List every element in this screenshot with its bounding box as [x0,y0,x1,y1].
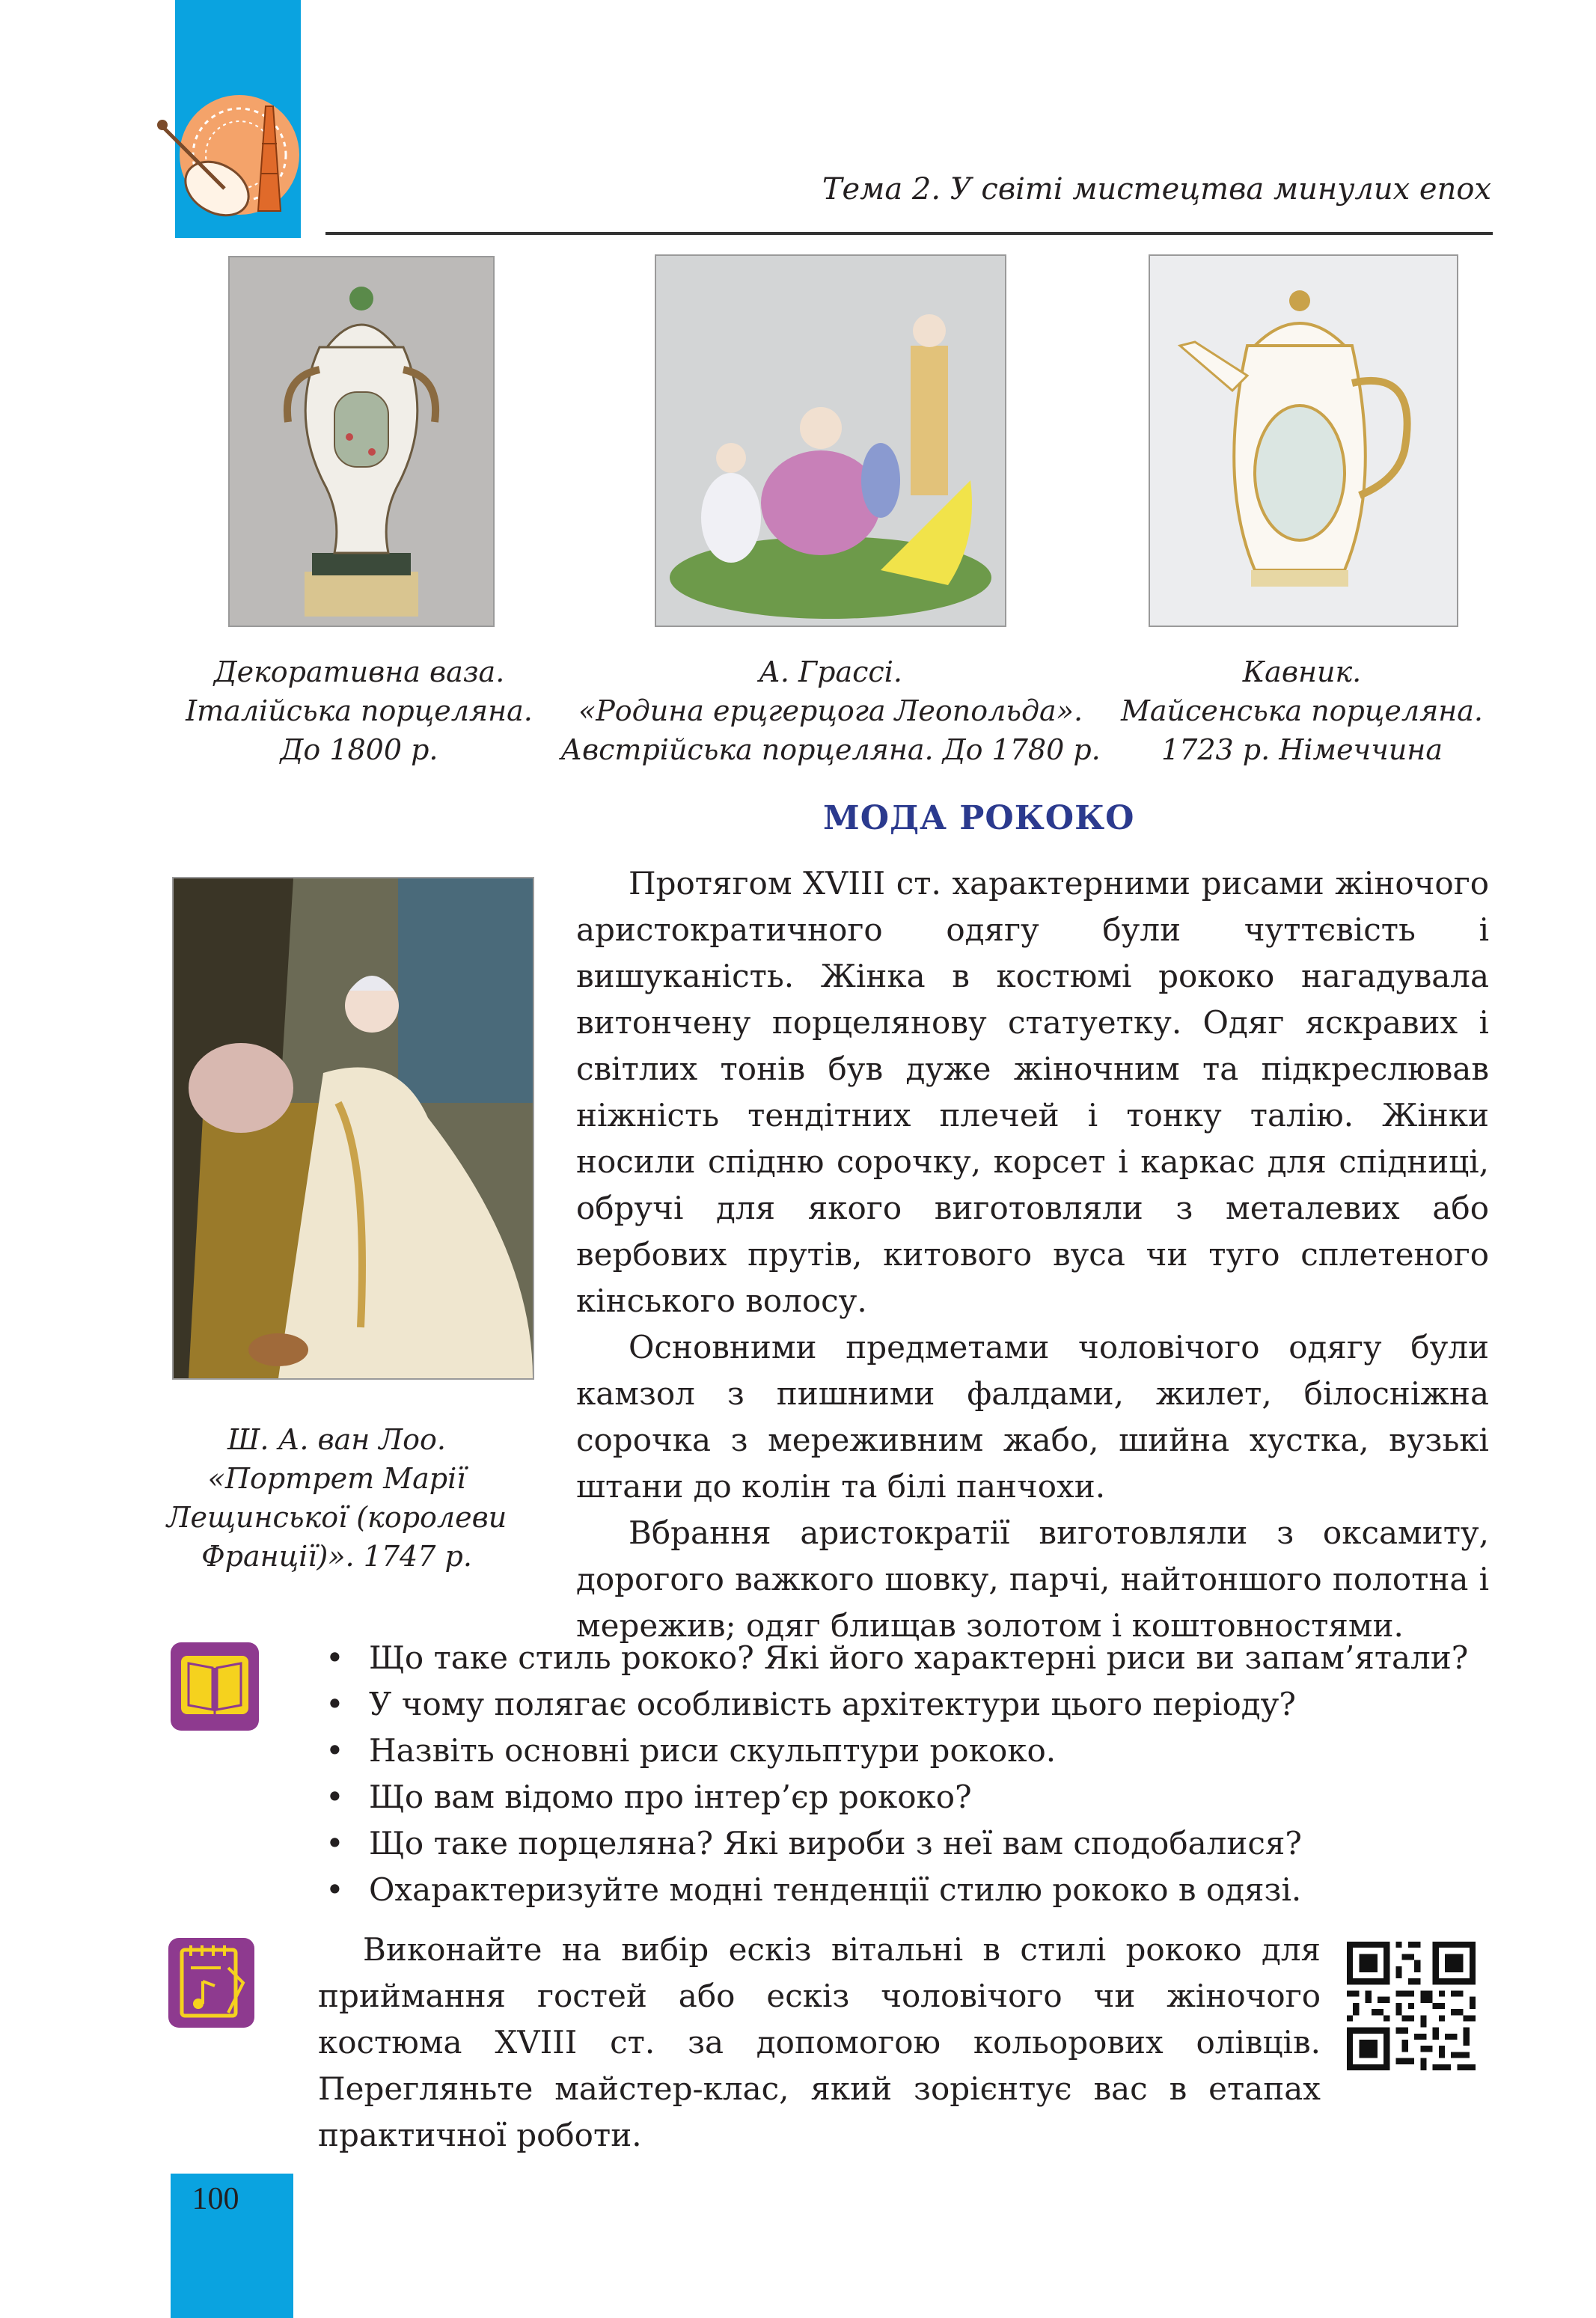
question-item: • Назвіть основні риси скульптури рококо. [318,1728,1500,1774]
coffee-pot-image [1149,254,1458,627]
portrait-image [172,877,534,1380]
question-item: • Охарактеризуйте модні тенденції стилю рококо в одязі. [318,1867,1500,1913]
book-icon [171,1642,259,1731]
violin-tower-emblem-icon [153,84,311,241]
question-item: • Що таке стиль рококо? Які його характерні риси ви запам’ятали? [318,1635,1500,1681]
running-header [822,172,1491,207]
portrait-caption: Ш. А. ван Лоо. «Портрет Марії Лещинської (королеви Франції)». 1747 р. [166,1423,507,1573]
paragraph: Основними предметами чоловічого одягу були камзол з пишними фалдами, жилет, білосніжна сорочка з мереживним жабо, шийна хустка, вузькі штани до колін та білі панчохи. [576,1329,1489,1505]
sketch-music-icon [168,1938,254,2028]
question-item: • У чому полягає особливість архітектури цього періоду? [318,1681,1500,1728]
section-title: МОДА РОКОКО [823,799,1135,837]
coffee-pot-caption: Кавник. Майсенська порцеляна. 1723 р. Німеччина [1120,655,1484,766]
porcelain-family-caption: А. Грассі. «Родина ерцгерцога Леопольда». Австрійська порцеляна. До 1780 р. [560,655,1101,766]
porcelain-family-image [655,254,1006,627]
body-text [576,860,1489,1649]
qr-code-icon[interactable] [1347,1942,1476,2070]
topic-title: У світі мистецтва минулих епох [950,172,1491,207]
paragraph: Протягом XVIII ст. характерними рисами жіночого аристократичного одягу були чуттєвість і вишуканість. Жінка в костюмі рококо нагадувала витончену порцелянову статуетку. Одяг яскравих і світлих тонів був дуже жіночним та підкреслював ніжність тендітних плечей і тонку талію. Жінки носили спідню сорочку, корсет і каркас для спідниці, обручі для якого виготовляли з металевих або вербових прутів, китового вуса чи туго сплетеного кінського волосу. [576,865,1489,1319]
task-paragraph: Виконайте на вибір ескіз вітальні в стилі рококо для приймання гостей або ескіз чоловічого чи жіночого костюма XVIII ст. за допомогою кольорових олівців. Перегляньте майстер-клас, який зорієнтує вас в етапах практичної роботи. [318,1931,1321,2153]
questions-list [318,1635,1500,1913]
page-number: 100 [192,2182,239,2216]
task-text [318,1927,1321,2159]
vase-image [228,256,495,627]
question-item: • Що таке порцеляна? Які вироби з неї вам сподобалися? [318,1820,1500,1867]
header-rule [325,232,1493,235]
topic-prefix: Тема 2. [822,172,941,207]
question-item: • Що вам відомо про інтер’єр рококо? [318,1774,1500,1820]
paragraph: Вбрання аристократії виготовляли з оксамиту, дорогого важкого шовку, парчі, найтоншого полотна і мережив; одяг блищав золотом і коштовностями. [576,1514,1489,1644]
vase-caption: Декоративна ваза. Італійська порцеляна. До 1800 р. [186,655,533,766]
